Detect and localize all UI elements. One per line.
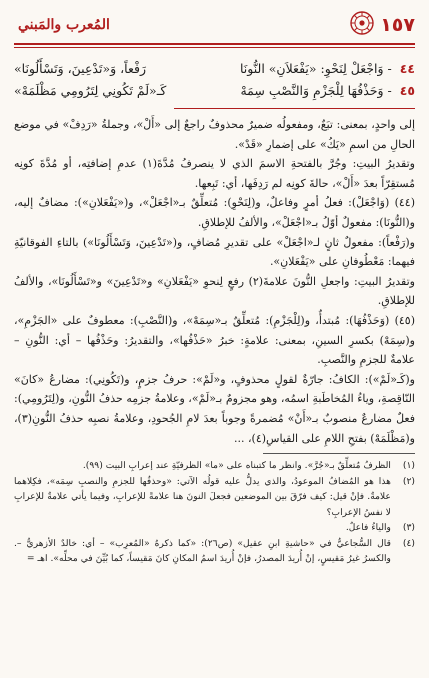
verses-block: [14, 58, 415, 102]
floral-ornament-icon: [349, 10, 375, 36]
verse-44: [14, 58, 415, 80]
page-header: [14, 8, 415, 42]
verse-number: ٤٥: [399, 83, 415, 98]
header-divider-thin: [14, 47, 415, 48]
footnote-text: قال السُّجاعيُّ في «حاشيةِ ابنِ عقيل» (ص٢٦): «كما ذكرهُ «المُعرِب» – أي: خالدٌ الأزهريُّ –. والكسرُ غيرُ مَقيسٍ، إنْ أُريدَ المصدرُ، فإنْ أُريدَ اسمُ المكانِ كانَ مَقيساً، كما بُيِّنَ في محلِّه». اهـ =: [14, 537, 391, 565]
verse-first-hemistich: - وَاجْعَلْ لِنَحْوِ: «يَفْعَلاَنِ» النُّونَا: [240, 61, 392, 76]
footnote-number: (٣): [402, 522, 415, 534]
verse-first-hemistich: - وَحَذْفُهَا لِلْجَزْمِ وَالنَّصْبِ سِمَهْ: [240, 83, 392, 98]
footnote-number: (٤): [402, 537, 415, 549]
footnote: [14, 520, 415, 536]
footnote-text: هذا هو المُضافُ الموعودُ، والذي يدلُّ عليه قولُه الآتي: «وحذفُها للجزمِ والنصبِ سِمَه»، فكِلاهما علامةٌ. فإنْ قيل: كيف فرّقَ بين الموضعين فجعلَ النونَ هنا علامةً للإعرابِ، وفيما يأتي علامةٌ للإعرابِ لا نفسُ الإعرابِ؟: [14, 475, 391, 518]
book-page: [14, 8, 415, 670]
verse-number: ٤٤: [399, 61, 415, 76]
paragraph: و(كَـ«لَمْ»): الكافُ: جارّةٌ لقولٍ محذوفٍ، و«لَمْ»: حرفُ جزمٍ، و(تَكُونِي): مضارعُ «كانَ» النّاقِصةِ، وياءُ المُخاطَبةِ اسمُه، وهو مجزومٌ بـ«لَمْ»، وعلامةُ جزمِه حذفُ النُّونِ، و(لِتَرُومِي): فعلٌ مضارعٌ منصوبٌ بـ«أَنْ» مُضمرةً وجوباً بعدَ لامِ الجُحودِ، وعلامةُ نصبِه حذفُ النُّونِ(٣)، و(مَظْلَمَهْ) بفتحِ اللامِ على القياسِ(٤)، ...: [14, 372, 415, 445]
footnote-number: (٢): [402, 475, 415, 487]
verse-second-hemistich: كَـ«لَمْ تَكُونِي لِتَرُومِي مَظْلَمَهْ»: [13, 83, 167, 98]
paragraph: (٤٥) (وَحَذْفُهَا): مُبتدأٌ، و(لِلْجَزْمِ): مُتعلِّقٌ بـ«سِمَهْ»، و(النَّصْبِ): معطوفٌ على «الجَزْمِ»، و(سِمَهْ) بكسرِ السينِ، بمعنى: علامةٍ: خبرُ «حَذْفُها»، والتقديرُ: وحَذْفُها – أي: النُّونِ – علامةٌ للجزمِ والنَّصبِ.: [14, 313, 415, 367]
commentary-body: [14, 115, 415, 448]
footnote: [14, 458, 415, 474]
paragraph: وتقديرُ البيتِ: واجعلِ النُّونَ علامةَ(٢) رفعٍ لِنحوِ «يَفْعَلانِ» و«تَدْعِينَ» و«تَسْأَلُونَا»، والألفُ للإطلاقِ.: [14, 274, 415, 308]
header-divider: [14, 43, 415, 45]
paragraph: (٤٤) (وَاجْعَلْ): فعلُ أمرٍ وفاعلٌ، و(لِنَحْوِ): مُتعلِّقٌ بـ«اجْعَلْ»، و(«يَفْعَلانِ»): مضافٌ إليه، و(النُّونَا): مفعولٌ أوّلُ بـ«اجْعَلْ»، والألفُ للإطلاقِ.: [14, 196, 415, 229]
footnote: [14, 474, 415, 521]
footnote-text: الظرفُ مُتعلِّقٌ بـ«جُرَّ». وانظر ما كتبناه على «ما» الظرفيّةِ عند إعرابِ البيت (٩٩).: [82, 460, 391, 472]
footnote-text: والياءُ فاعلٌ.: [345, 522, 391, 534]
verse-second-hemistich: رَفْعاً، وَ«تَدْعِينَ، وَتَسْأَلُونَا»: [13, 61, 146, 76]
paragraph: و(رَفْعاً): مفعولٌ ثانٍ لـ«اجْعَلْ» على تقديرِ مُضافٍ، و(«تَدْعِينَ، وَتَسْأَلُونَا») بالتاءِ الفوقانيّةِ فيهما: مَعْطُوفانِ على «يَفْعَلانِ».: [14, 235, 415, 269]
verse-45: [14, 80, 415, 102]
paragraph: وتقديرُ البيتِ: وجُرَّ بالفتحةِ الاسمَ الذي لا ينصرفُ مُدَّةَ(١) عدمِ إضافتِه، أو مُدَّةَ كونِه مُستقِرّاً بعدَ «أَلْ»، حالةَ كونِه لم رَدِفَها، أي: تَبِعها.: [14, 157, 415, 190]
paragraph: إلى واحدٍ، بمعنى: تبَعٌ، ومفعولُه ضميرٌ محذوفٌ راجعٌ إلى «أَلْ»، وجملةُ «رَدِفْ» في موضع الحالِ من اسمِ «يَكُ» على إضمارِ «قَدْ».: [14, 118, 415, 151]
footnote: [14, 536, 415, 567]
footnotes: [14, 458, 415, 567]
footnote-divider: [263, 453, 415, 454]
section-divider: [174, 108, 415, 109]
page-number: ١٥٧: [380, 14, 415, 36]
footnote-number: (١): [402, 460, 415, 472]
running-title: المُعرب والمَبني: [18, 17, 110, 33]
